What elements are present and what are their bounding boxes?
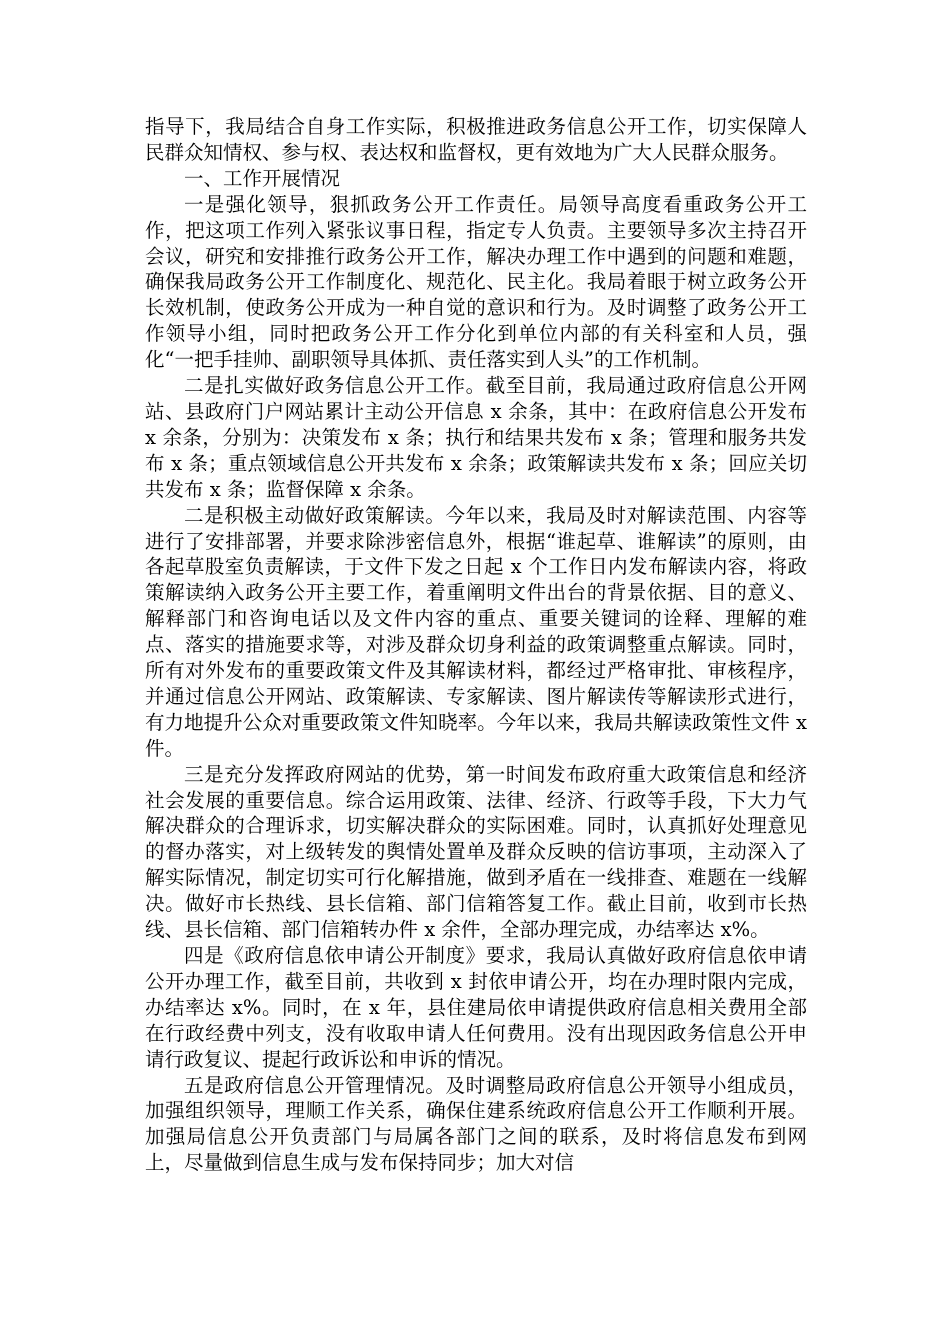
document-page bbox=[145, 114, 807, 1176]
paragraph-application-disclosure: 四是《政府信息依申请公开制度》要求，我局认真做好政府信息依申请公开办理工作，截至目前，共收到 x 封依申请公开，均在办理时限内完成，办结率达 x%。同时，在 x 年，县住建局依申请提供政府信息相关费用全部在行政经费中列支，没有收取申请人任何费用。没有出现因政务信息公开申请行政复议、提起行政诉讼和申诉的情况。 bbox=[145, 944, 807, 1071]
paragraph-government-website: 三是充分发挥政府网站的优势，第一时间发布政府重大政策信息和经济社会发展的重要信息。综合运用政策、法律、经济、行政等手段，下大力气解决群众的合理诉求，切实解决群众的实际困难。同时，认真抓好处理意见的督办落实，对上级转发的舆情处置单及群众反映的信访事项，主动深入了解实际情况，制定切实可行化解措施，做到矛盾在一线排查、难题在一线解决。做好市长热线、县长信箱、部门信箱答复工作。截止目前，收到市长热线、县长信箱、部门信箱转办件 x 余件，全部办理完成，办结率达 x%。 bbox=[145, 762, 807, 942]
paragraph-leadership: 一是强化领导，狠抓政务公开工作责任。局领导高度看重政务公开工作，把这项工作列入紧张议事日程，指定专人负责。主要领导多次主持召开会议，研究和安排推行政务公开工作，解决办理工作中遇到的问题和难题，确保我局政务公开工作制度化、规范化、民主化。我局着眼于树立政务公开长效机制，使政务公开成为一种自觉的意识和行为。及时调整了政务公开工作领导小组，同时把政务公开工作分化到单位内部的有关科室和人员，强化“一把手挂帅、副职领导具体抓、责任落实到人头”的工作机制。 bbox=[145, 192, 807, 372]
paragraph-information-disclosure: 二是扎实做好政务信息公开工作。截至目前，我局通过政府信息公开网站、县政府门户网站累计主动公开信息 x 余条，其中：在政府信息公开发布 x 余条，分别为：决策发布 x 条；执行和结果共发布 x 条；管理和服务共发布 x 条；重点领域信息公开共发布 x 余条；政策解读共发布 x 条；回应关切共发布 x 条；监督保障 x 余条。 bbox=[145, 374, 807, 501]
paragraph-policy-interpretation: 二是积极主动做好政策解读。今年以来，我局及时对解读范围、内容等进行了安排部署，并要求除涉密信息外，根据“谁起草、谁解读”的原则，由各起草股室负责解读，于文件下发之日起 x 个工作日内发布解读内容，将政策解读纳入政务公开主要工作，着重阐明文件出台的背景依据、目的意义、解释部门和咨询电话以及文件内容的重点、重要关键词的诠释、理解的难点、落实的措施要求等，对涉及群众切身利益的政策调整重点解读。同时，所有对外发布的重要政策文件及其解读材料，都经过严格审批、审核程序，并通过信息公开网站、政策解读、专家解读、图片解读传等解读形式进行，有力地提升公众对重要政策文件知晓率。今年以来，我局共解读政策性文件 x 件。 bbox=[145, 503, 807, 760]
section-heading-work-status: 一、工作开展情况 bbox=[184, 166, 341, 190]
paragraph-intro-continuation: 指导下，我局结合自身工作实际，积极推进政务信息公开工作，切实保障人民群众知情权、参与权、表达权和监督权，更有效地为广大人民群众服务。 bbox=[145, 115, 807, 164]
paragraph-disclosure-management: 五是政府信息公开管理情况。及时调整局政府信息公开领导小组成员，加强组织领导，理顺工作关系，确保住建系统政府信息公开工作顺利开展。加强局信息公开负责部门与局属各部门之间的联系，及时将信息发布到网上，尽量做到信息生成与发布保持同步；加大对信 bbox=[145, 1073, 807, 1175]
